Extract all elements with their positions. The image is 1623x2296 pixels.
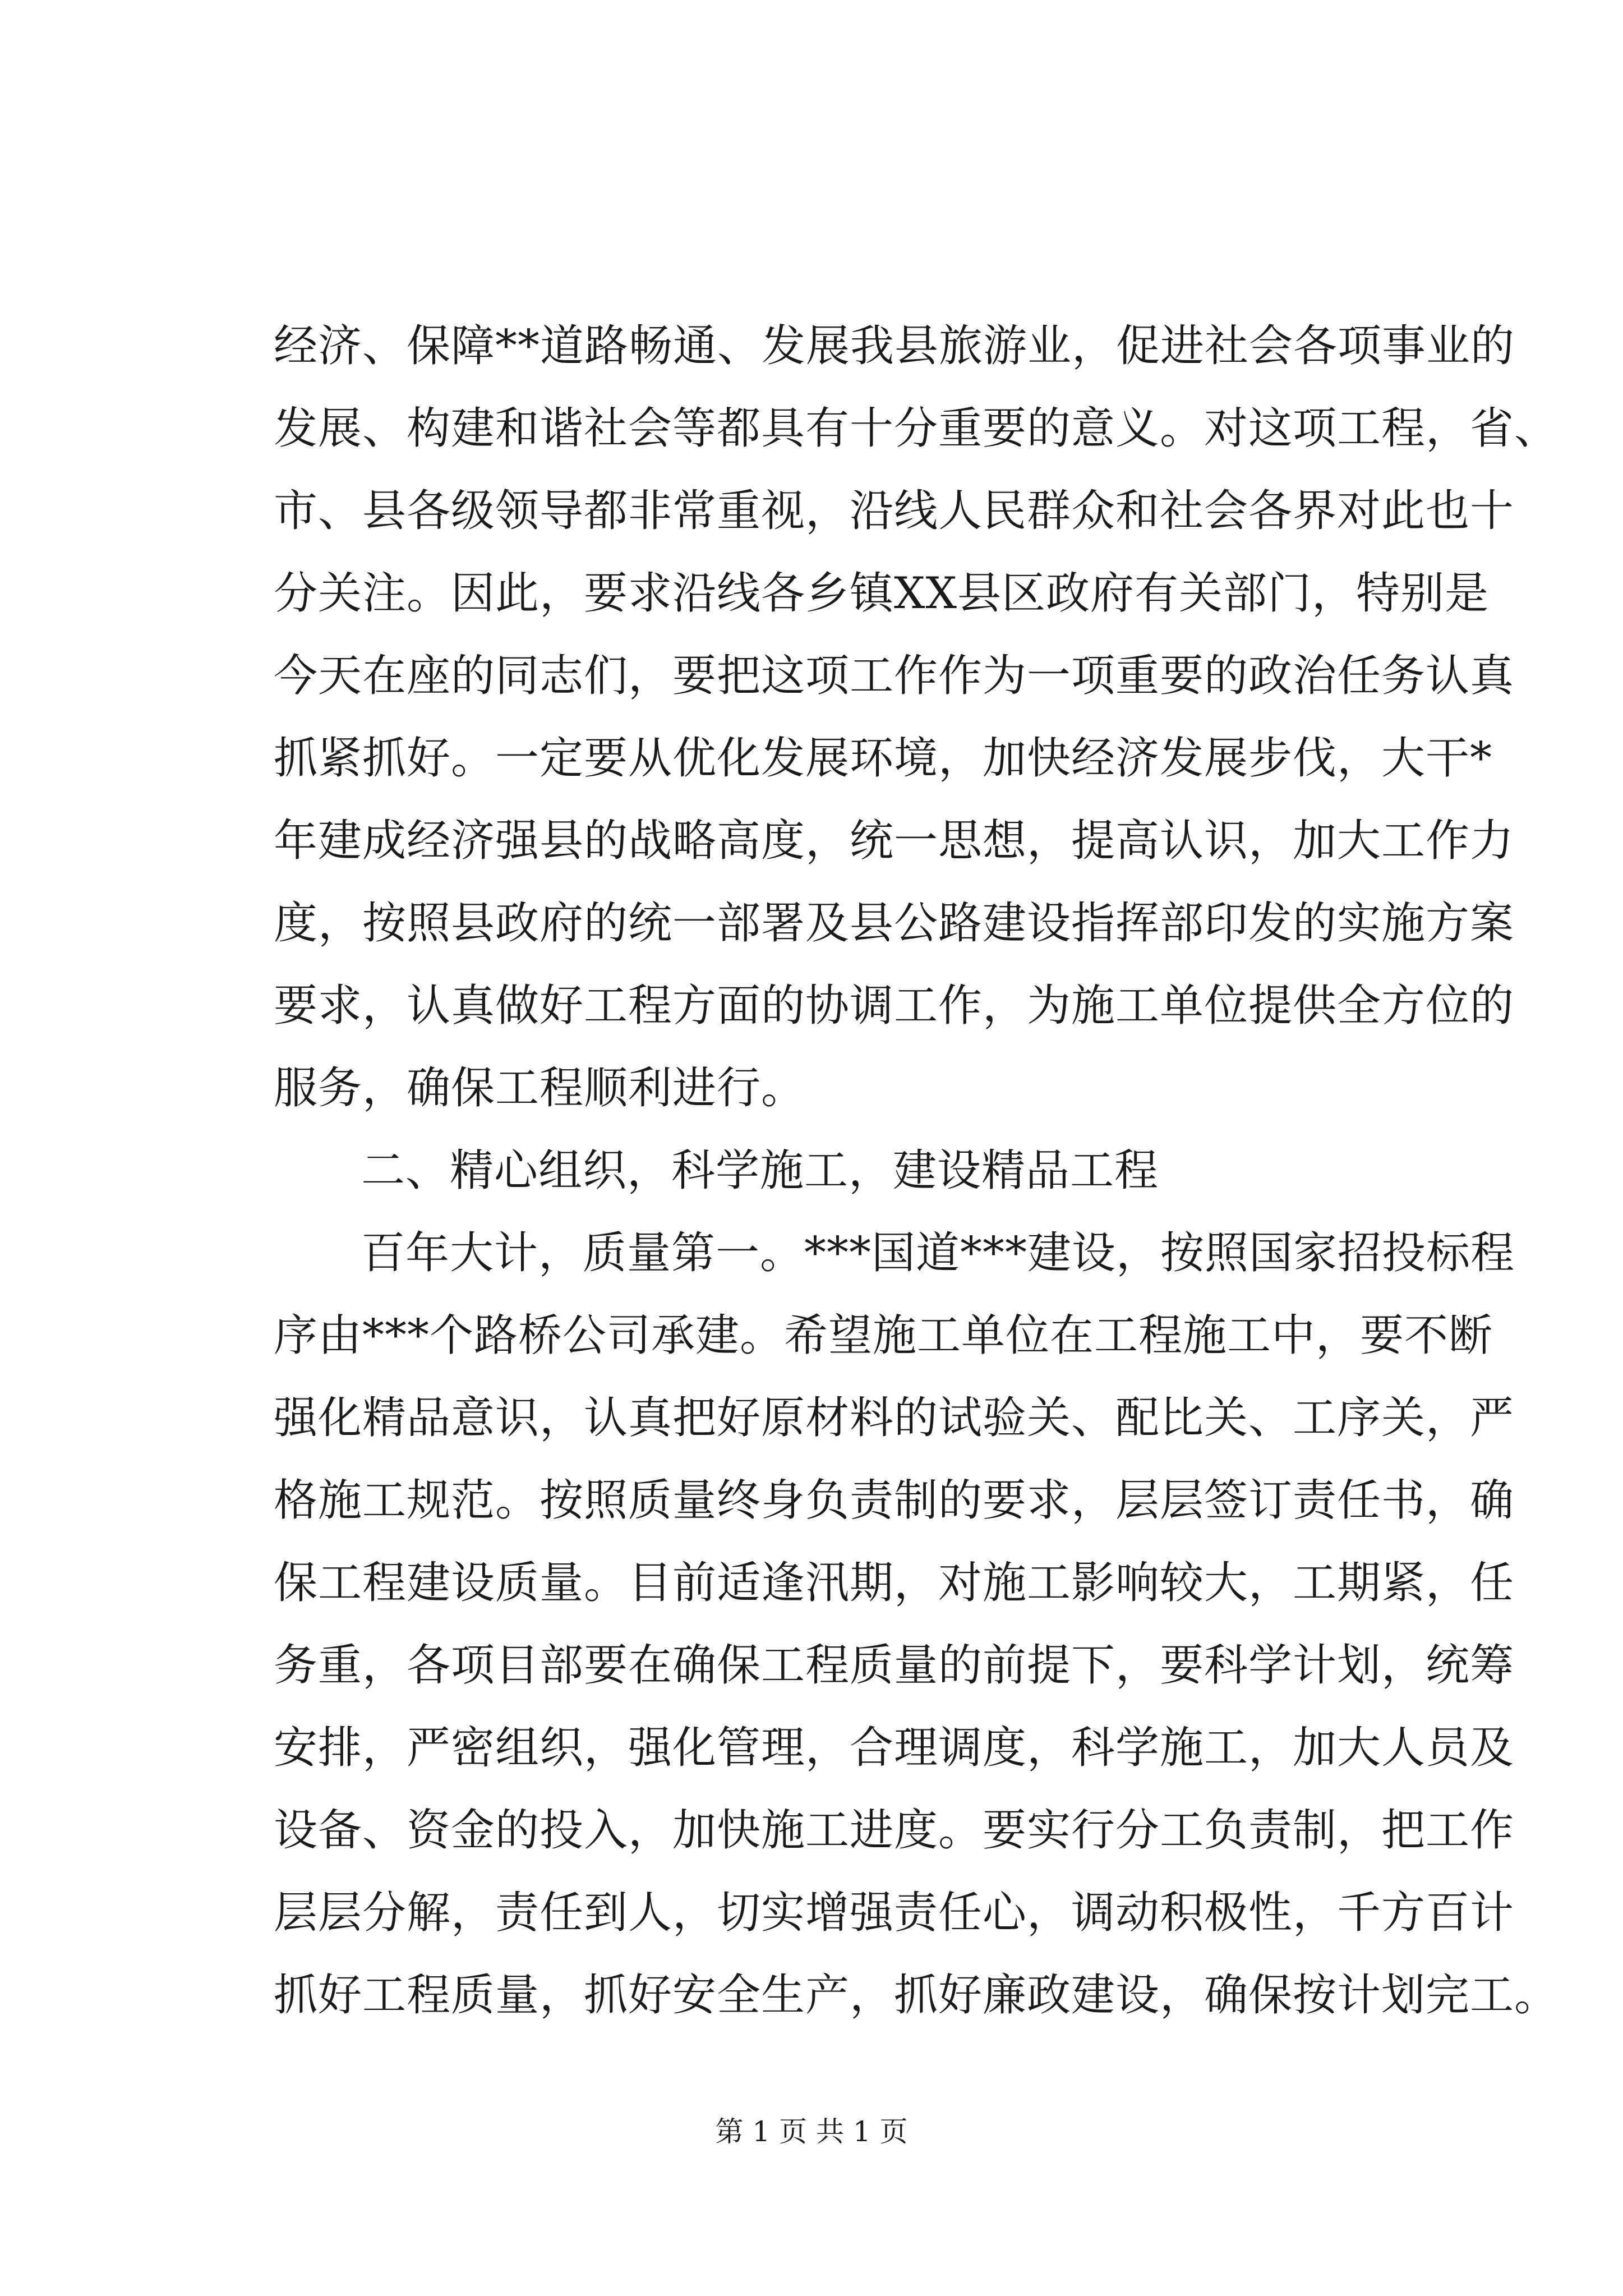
body-line: 度，按照县政府的统一部署及县公路建设指挥部印发的实施方案 xyxy=(274,898,1515,949)
body-line: 强化精品意识，认真把好原材料的试验关、配比关、工序关，严 xyxy=(274,1393,1515,1443)
body-line: 要求，认真做好工程方面的协调工作，为施工单位提供全方位的 xyxy=(274,981,1515,1031)
body-line: 年建成经济强县的战略高度，统一思想，提高认识，加大工作力 xyxy=(274,816,1515,866)
body-line: 务重，各项目部要在确保工程质量的前提下，要科学计划，统筹 xyxy=(274,1640,1515,1691)
body-line: 层层分解，责任到人，切实增强责任心，调动积极性，千方百计 xyxy=(274,1888,1515,1938)
body-line: 抓好工程质量，抓好安全生产，抓好廉政建设，确保按计划完工。 xyxy=(274,1970,1559,2021)
body-line: 格施工规范。按照质量终身负责制的要求，层层签订责任书，确 xyxy=(274,1475,1515,1526)
body-line: 分关注。因此，要求沿线各乡镇XX县区政府有关部门，特别是 xyxy=(274,568,1490,619)
body-line: 经济、保障**道路畅通、发展我县旅游业，促进社会各项事业的 xyxy=(274,321,1515,371)
body-line: 设备、资金的投入，加快施工进度。要实行分工负责制，把工作 xyxy=(274,1805,1515,1856)
body-line: 抓紧抓好。一定要从优化发展环境，加快经济发展步伐，大干* xyxy=(274,733,1493,784)
page-number-footer: 第 1 页 共 1 页 xyxy=(715,2115,908,2148)
body-line: 发展、构建和谐社会等都具有十分重要的意义。对这项工程，省、 xyxy=(274,403,1559,454)
body-line: 保工程建设质量。目前适逢汛期，对施工影响较大，工期紧，任 xyxy=(274,1558,1515,1608)
body-line: 安排，严密组织，强化管理，合理调度，科学施工，加大人员及 xyxy=(274,1723,1515,1773)
paragraph-first-line: 百年大计，质量第一。***国道***建设，按照国家招投标程 xyxy=(361,1228,1515,1278)
body-line: 服务，确保工程顺利进行。 xyxy=(274,1063,806,1114)
document-body xyxy=(274,305,1559,2037)
body-line: 市、县各级领导都非常重视，沿线人民群众和社会各界对此也十 xyxy=(274,486,1515,536)
body-line: 序由***个路桥公司承建。希望施工单位在工程施工中，要不断 xyxy=(274,1310,1493,1361)
body-line: 今天在座的同志们，要把这项工作作为一项重要的政治任务认真 xyxy=(274,651,1515,701)
section-heading: 二、精心组织，科学施工，建设精品工程 xyxy=(361,1145,1159,1196)
